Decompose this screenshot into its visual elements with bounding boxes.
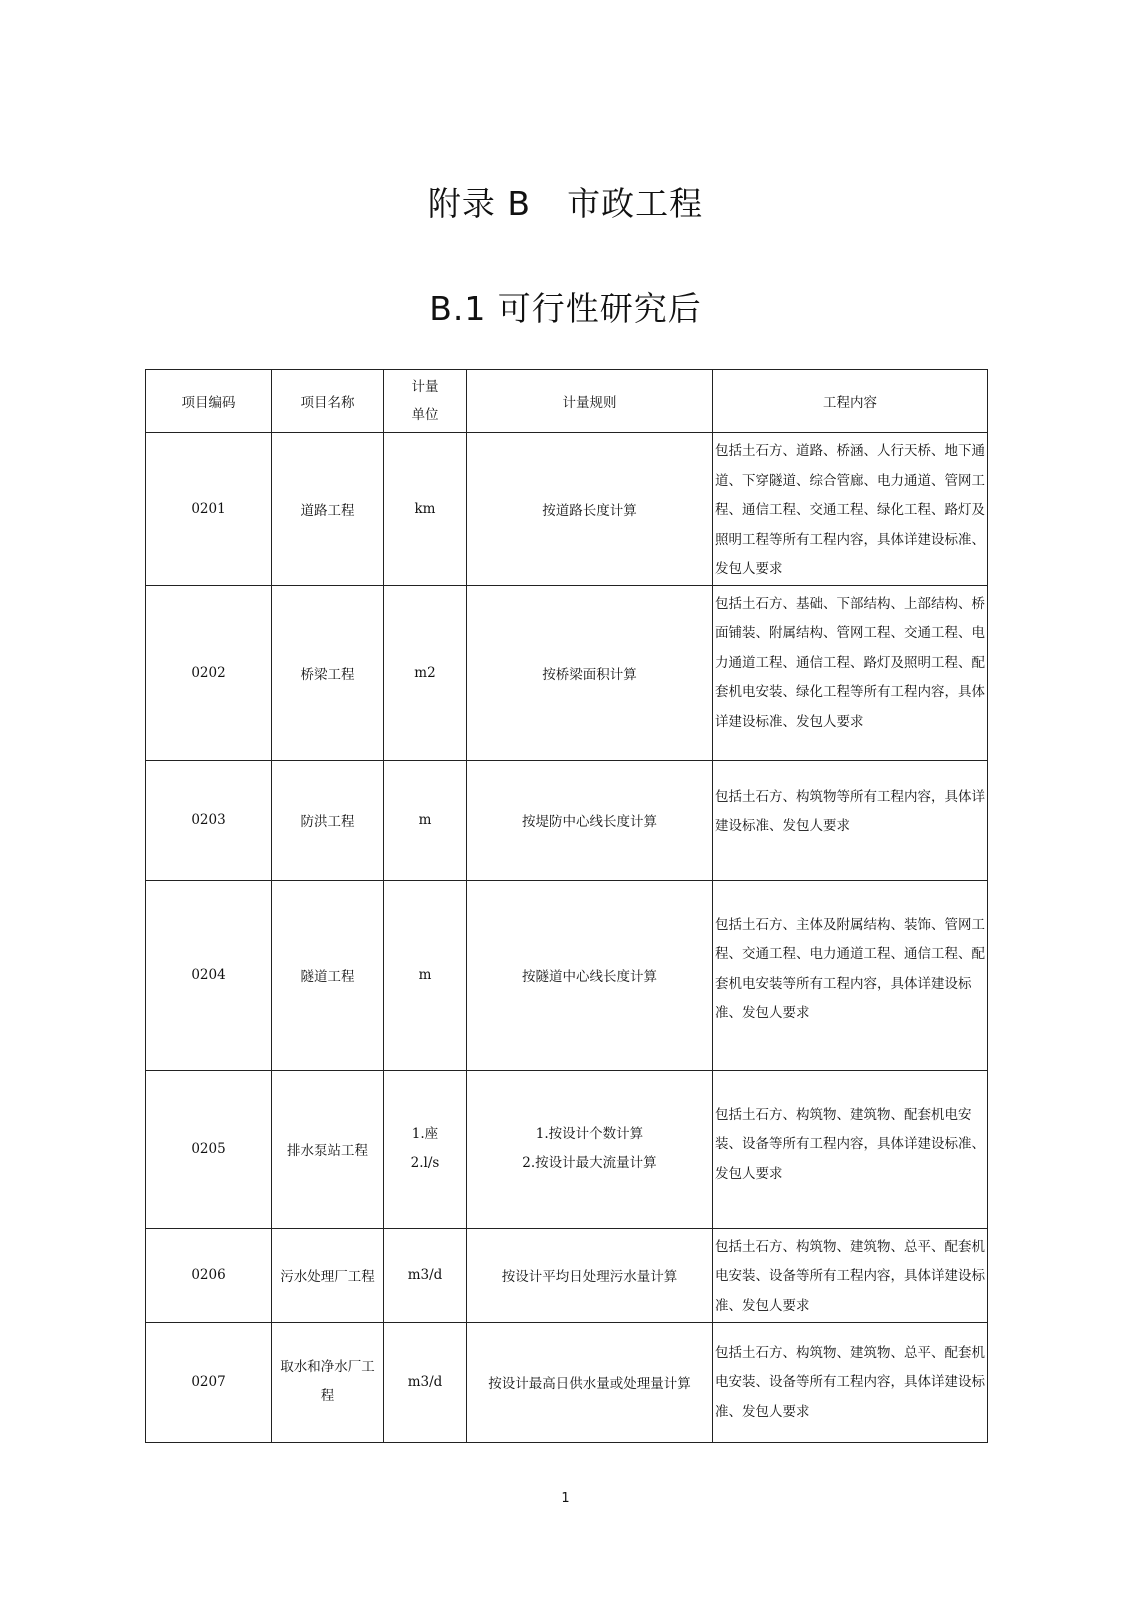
table-row: [146, 1322, 988, 1442]
appendix-title: [0, 178, 1131, 225]
table-row: [146, 433, 988, 586]
cell-content: 包括土石方、构筑物、建筑物、总平、配套机电安装、设备等所有工程内容，具体详建设标准、发包人要求: [713, 1228, 988, 1322]
cell-code: 0204: [146, 880, 272, 1070]
appendix-title-name: 市政工程: [567, 184, 704, 223]
cell-rule: 按道路长度计算: [467, 433, 713, 586]
cell-content: 包括土石方、构筑物等所有工程内容，具体详建设标准、发包人要求: [713, 760, 988, 880]
cell-name: 防洪工程: [272, 760, 384, 880]
table-row: [146, 760, 988, 880]
cell-unit-line2: 2.l/s: [410, 1155, 440, 1171]
table-row: [146, 1070, 988, 1228]
cell-unit: [384, 1070, 467, 1228]
cell-code: 0201: [146, 433, 272, 586]
appendix-title-prefix: 附录 B: [427, 184, 532, 223]
cell-code: 0203: [146, 760, 272, 880]
page-number: 1: [561, 1491, 570, 1506]
cell-unit: m3/d: [384, 1228, 467, 1322]
cell-unit: km: [384, 433, 467, 586]
measurement-table: [145, 369, 988, 1443]
cell-name: 道路工程: [272, 433, 384, 586]
cell-rule: 按堤防中心线长度计算: [467, 760, 713, 880]
cell-rule: 按隧道中心线长度计算: [467, 880, 713, 1070]
cell-code: 0205: [146, 1070, 272, 1228]
cell-rule-line1: 1.按设计个数计算: [535, 1126, 644, 1142]
cell-code: 0206: [146, 1228, 272, 1322]
section-title: B.1 可行性研究后: [429, 289, 702, 328]
cell-content: 包括土石方、道路、桥涵、人行天桥、地下通道、下穿隧道、综合管廊、电力通道、管网工程、通信工程、交通工程、绿化工程、路灯及照明工程等所有工程内容，具体详建设标准、发包人要求: [713, 433, 988, 586]
header-unit: [384, 370, 467, 433]
cell-name: 隧道工程: [272, 880, 384, 1070]
header-content: 工程内容: [713, 370, 988, 433]
cell-code: 0202: [146, 585, 272, 760]
cell-rule: 按桥梁面积计算: [467, 585, 713, 760]
cell-content: 包括土石方、构筑物、建筑物、总平、配套机电安装、设备等所有工程内容，具体详建设标准、发包人要求: [713, 1322, 988, 1442]
cell-name: 污水处理厂工程: [272, 1228, 384, 1322]
cell-rule-line2: 2.按设计最大流量计算: [522, 1155, 657, 1171]
cell-unit: m: [384, 880, 467, 1070]
table-header-row: [146, 370, 988, 433]
table-row: [146, 585, 988, 760]
cell-content: 包括土石方、主体及附属结构、装饰、管网工程、交通工程、电力通道工程、通信工程、配套机电安装等所有工程内容，具体详建设标准、发包人要求: [713, 880, 988, 1070]
cell-rule: 按设计平均日处理污水量计算: [467, 1228, 713, 1322]
cell-unit: m3/d: [384, 1322, 467, 1442]
header-code: 项目编码: [146, 370, 272, 433]
cell-name: 排水泵站工程: [272, 1070, 384, 1228]
cell-rule: [467, 1070, 713, 1228]
header-unit-line2: 单位: [411, 407, 439, 423]
cell-name: 桥梁工程: [272, 585, 384, 760]
header-unit-line1: 计量: [411, 379, 439, 395]
cell-name-line2: 程: [320, 1388, 335, 1404]
cell-code: 0207: [146, 1322, 272, 1442]
cell-unit: m: [384, 760, 467, 880]
cell-content: 包括土石方、构筑物、建筑物、配套机电安装、设备等所有工程内容，具体详建设标准、发包人要求: [713, 1070, 988, 1228]
cell-content: 包括土石方、基础、下部结构、上部结构、桥面铺装、附属结构、管网工程、交通工程、电力通道工程、通信工程、路灯及照明工程、配套机电安装、绿化工程等所有工程内容，具体详建设标准、发包人要求: [713, 585, 988, 760]
cell-name: [272, 1322, 384, 1442]
header-rule: 计量规则: [467, 370, 713, 433]
cell-rule: 按设计最高日供水量或处理量计算: [467, 1322, 713, 1442]
cell-unit-line1: 1.座: [411, 1126, 439, 1142]
table-row: [146, 1228, 988, 1322]
cell-name-line1: 取水和净水厂工: [280, 1359, 375, 1375]
table-row: [146, 880, 988, 1070]
cell-unit: m2: [384, 585, 467, 760]
header-name: 项目名称: [272, 370, 384, 433]
